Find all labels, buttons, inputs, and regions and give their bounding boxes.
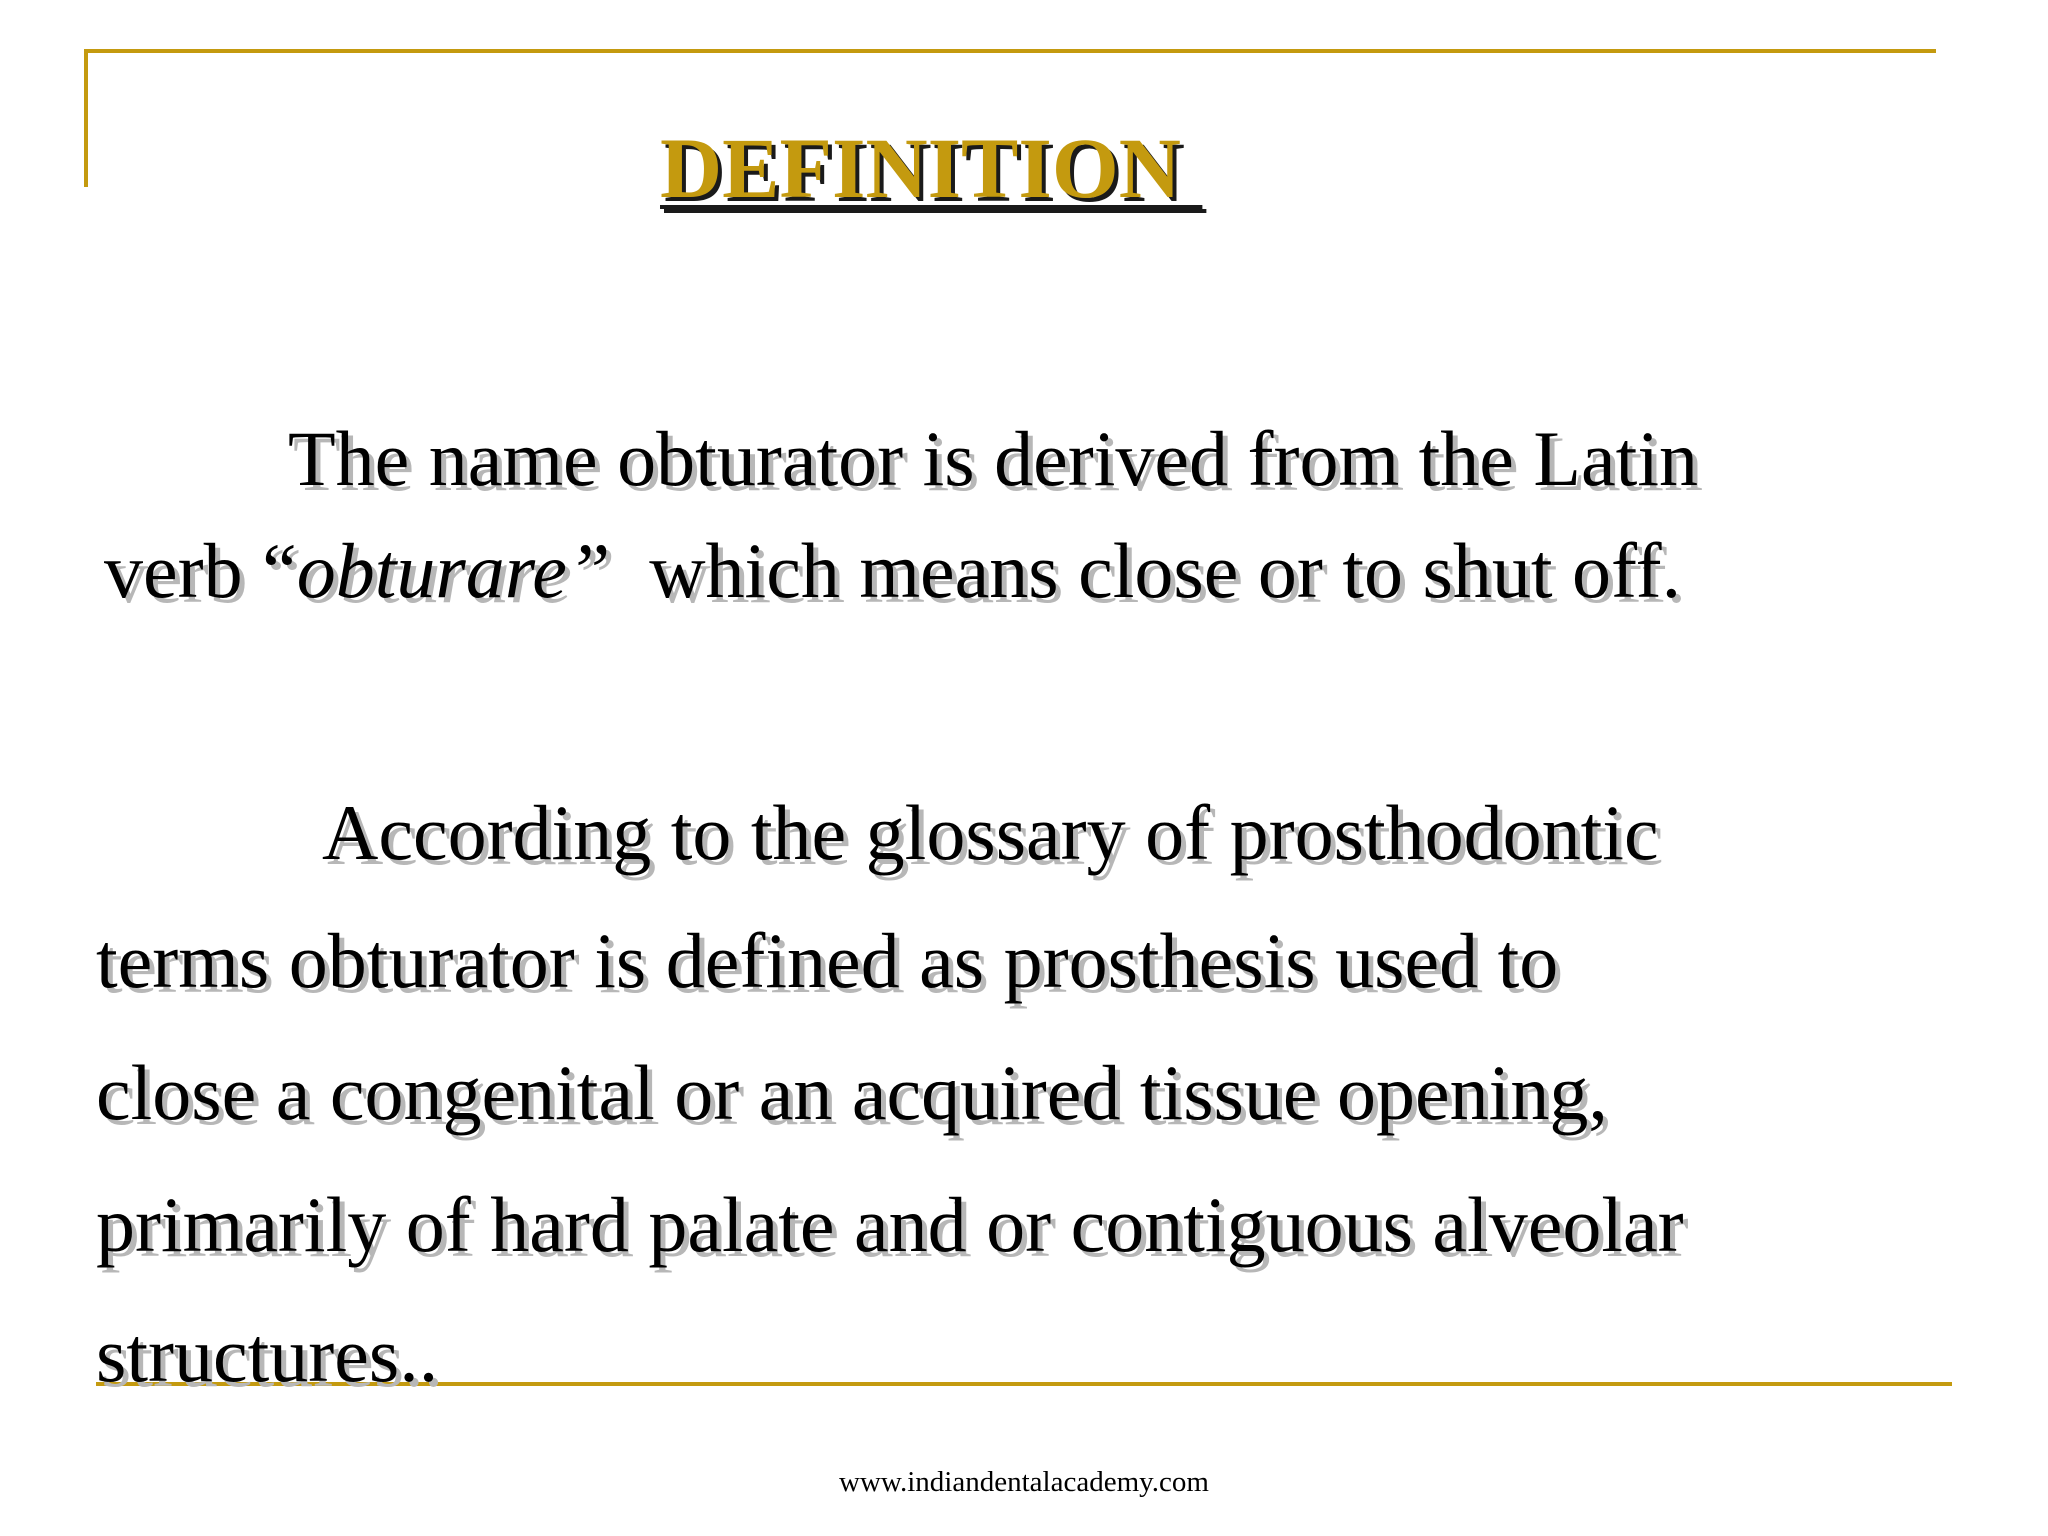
latin-term: obturare”	[296, 527, 611, 614]
paragraph-2-line-1: According to the glossary of prosthodontic	[322, 789, 1659, 876]
paragraph-1-line-2	[104, 526, 1681, 616]
line-2-suffix: which means close or to shut off.	[610, 527, 1682, 614]
slide-title: DEFINITION	[660, 120, 1203, 216]
paragraph-1-line-1: The name obturator is derived from the Latin	[288, 415, 1699, 502]
top-border-line	[84, 49, 1936, 53]
line-2-prefix: verb “	[104, 527, 297, 614]
footer-url: www.indiandentalacademy.com	[839, 1466, 1209, 1498]
paragraph-2-line-2: terms obturator is defined as prosthesis used to	[96, 917, 1559, 1004]
paragraph-2-line-3: close a congenital or an acquired tissue opening,	[96, 1049, 1608, 1136]
left-border-line	[84, 49, 88, 187]
paragraph-2-line-4: primarily of hard palate and or contiguous alveolar	[96, 1181, 1684, 1268]
paragraph-2-line-5: structures..	[96, 1311, 439, 1398]
